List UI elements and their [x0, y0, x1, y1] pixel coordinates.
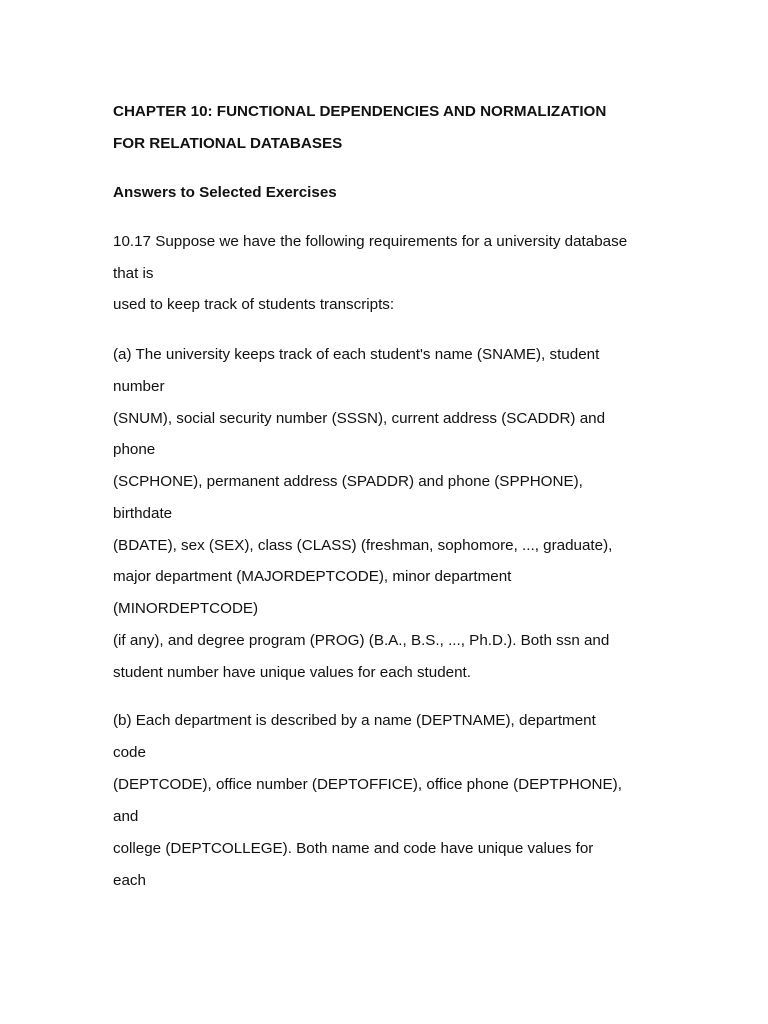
paragraph-a-line: (if any), and degree program (PROG) (B.A., B.S., ..., Ph.D.). Both ssn and	[113, 632, 610, 649]
paragraph-b-line: each	[113, 872, 146, 889]
paragraph-a-line: (MINORDEPTCODE)	[113, 600, 259, 617]
chapter-title-line-2: FOR RELATIONAL DATABASES	[113, 135, 343, 152]
paragraph-a-line: (SCPHONE), permanent address (SPADDR) and phone (SPPHONE),	[113, 473, 583, 490]
paragraph-a-line: (a) The university keeps track of each student's name (SNAME), student	[113, 346, 600, 363]
exercise-intro-line: 10.17 Suppose we have the following requirements for a university database	[113, 233, 628, 250]
section-heading: Answers to Selected Exercises	[113, 184, 337, 201]
paragraph-b-line: and	[113, 808, 139, 825]
paragraph-a-line: birthdate	[113, 505, 173, 522]
paragraph-b-line: college (DEPTCOLLEGE). Both name and code have unique values for	[113, 840, 594, 857]
paragraph-a-line: (BDATE), sex (SEX), class (CLASS) (freshman, sophomore, ..., graduate),	[113, 537, 613, 554]
exercise-intro-line: that is	[113, 265, 154, 282]
paragraph-b-line: (b) Each department is described by a name (DEPTNAME), department	[113, 712, 596, 729]
paragraph-a-line: major department (MAJORDEPTCODE), minor department	[113, 568, 512, 585]
paragraph-a-line: phone	[113, 441, 156, 458]
paragraph-b-line: (DEPTCODE), office number (DEPTOFFICE), office phone (DEPTPHONE),	[113, 776, 622, 793]
paragraph-a-line: student number have unique values for each student.	[113, 664, 471, 681]
exercise-intro-line: used to keep track of students transcripts:	[113, 296, 395, 313]
paragraph-b-line: code	[113, 744, 146, 761]
paragraph-a-line: number	[113, 378, 165, 395]
chapter-title-line-1: CHAPTER 10: FUNCTIONAL DEPENDENCIES AND NORMALIZATION	[113, 103, 607, 120]
paragraph-a-line: (SNUM), social security number (SSSN), current address (SCADDR) and	[113, 410, 606, 427]
